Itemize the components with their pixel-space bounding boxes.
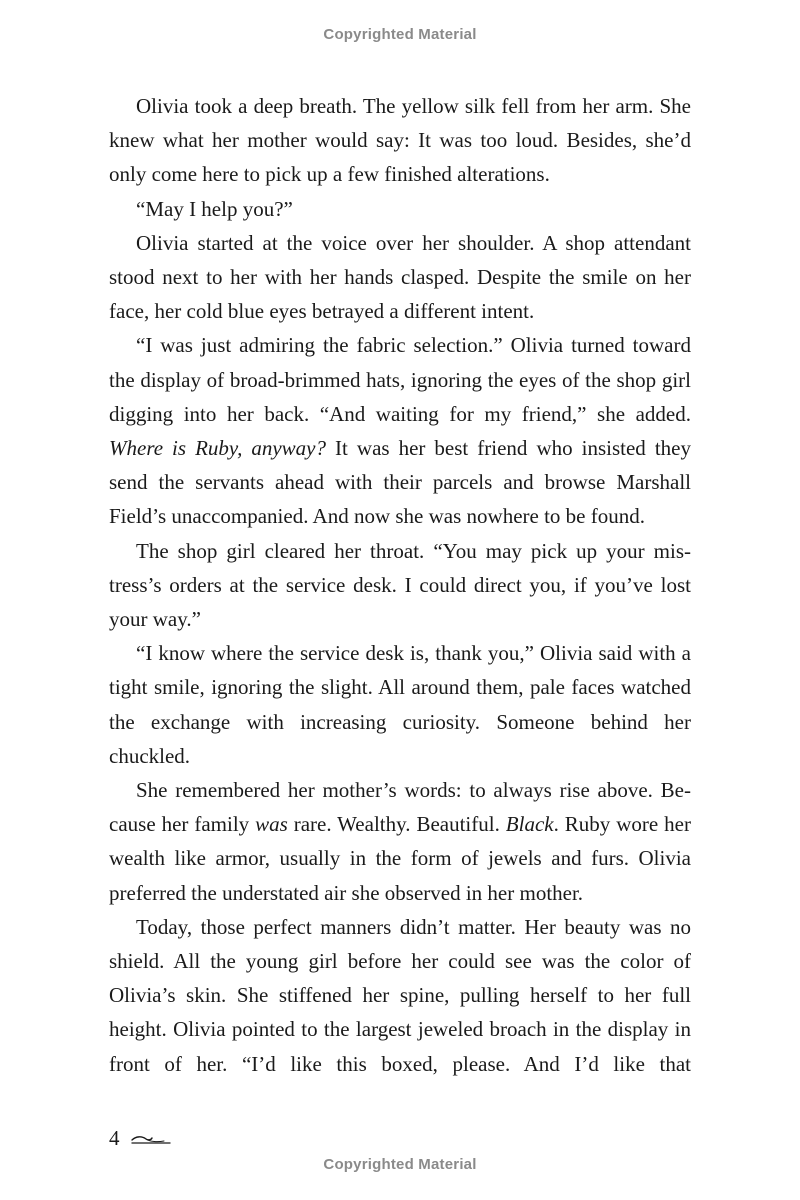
italic-text-segment: Where is Ruby, anyway? [109, 436, 327, 461]
text-segment: Olivia started at the voice over her shoulder. A shop attendant stood next to her with her hands clasped. Despite the smile on her face, her cold blue eyes betrayed a different intent. [109, 230, 691, 324]
text-segment: “I was just admiring the fabric selection.” Olivia turned toward the display of broad-brimmed hats, ignoring the eyes of the shop girl digging into her back. “And waiting for my friend,” she added. [109, 333, 691, 426]
paragraph [109, 89, 691, 192]
paragraph [109, 328, 691, 533]
text-segment: Olivia took a deep breath. The yellow silk fell from her arm. She knew what her mother would say: It was too loud. Besides, she’d only come here to pick up a few finished alterations. [109, 94, 691, 187]
paragraph [109, 192, 691, 226]
italic-text-segment: was [255, 812, 288, 837]
paragraph [109, 534, 691, 637]
text-segment: rare. Wealthy. Beautiful. [287, 812, 506, 837]
text-segment: She remembered her mother’s words: to always rise above. Because her family [109, 778, 691, 837]
text-segment: The shop girl cleared her throat. “You may pick up your mistress’s orders at the service desk. I could direct you, if you’ve lost your way.” [109, 538, 691, 632]
text-segment: It was her best friend who insisted they send the servants ahead with their parcels and browse Marshall Field’s unaccompanied. And now she was nowhere to be found. [109, 436, 691, 529]
text-segment: “I know where the service desk is, thank you,” Olivia said with a tight smile, ignoring the slight. All around them, pale faces watched the exchange with increasing curiosity. Someone behind her chuckled. [109, 641, 691, 768]
text-segment: “May I help you?” [136, 196, 293, 221]
flourish-ornament-icon [130, 1131, 172, 1145]
text-segment: Today, those perfect manners didn’t matter. Her beauty was no shield. All the young girl before her could see was the color of Olivia’s skin. She stiffened her spine, pulling herself to her full height. Olivia pointed to the largest jeweled broach in the display in front of her. “I’d like this boxed, please. And I’d like that [109, 914, 691, 1076]
page-footer [109, 1124, 172, 1152]
copyright-watermark-bottom: Copyrighted Material [323, 1156, 477, 1173]
paragraph [109, 773, 691, 910]
body-text [109, 89, 691, 1081]
page-number: 4 [109, 1125, 120, 1150]
copyright-watermark-top: Copyrighted Material [323, 26, 477, 43]
text-segment: . Ruby wore her wealth like armor, usually in the form of jewels and furs. Olivia preferred the understated air she observed in her mother. [109, 812, 691, 905]
paragraph [109, 910, 691, 1081]
italic-text-segment: Black [505, 812, 554, 837]
paragraph [109, 636, 691, 773]
paragraph [109, 226, 691, 329]
